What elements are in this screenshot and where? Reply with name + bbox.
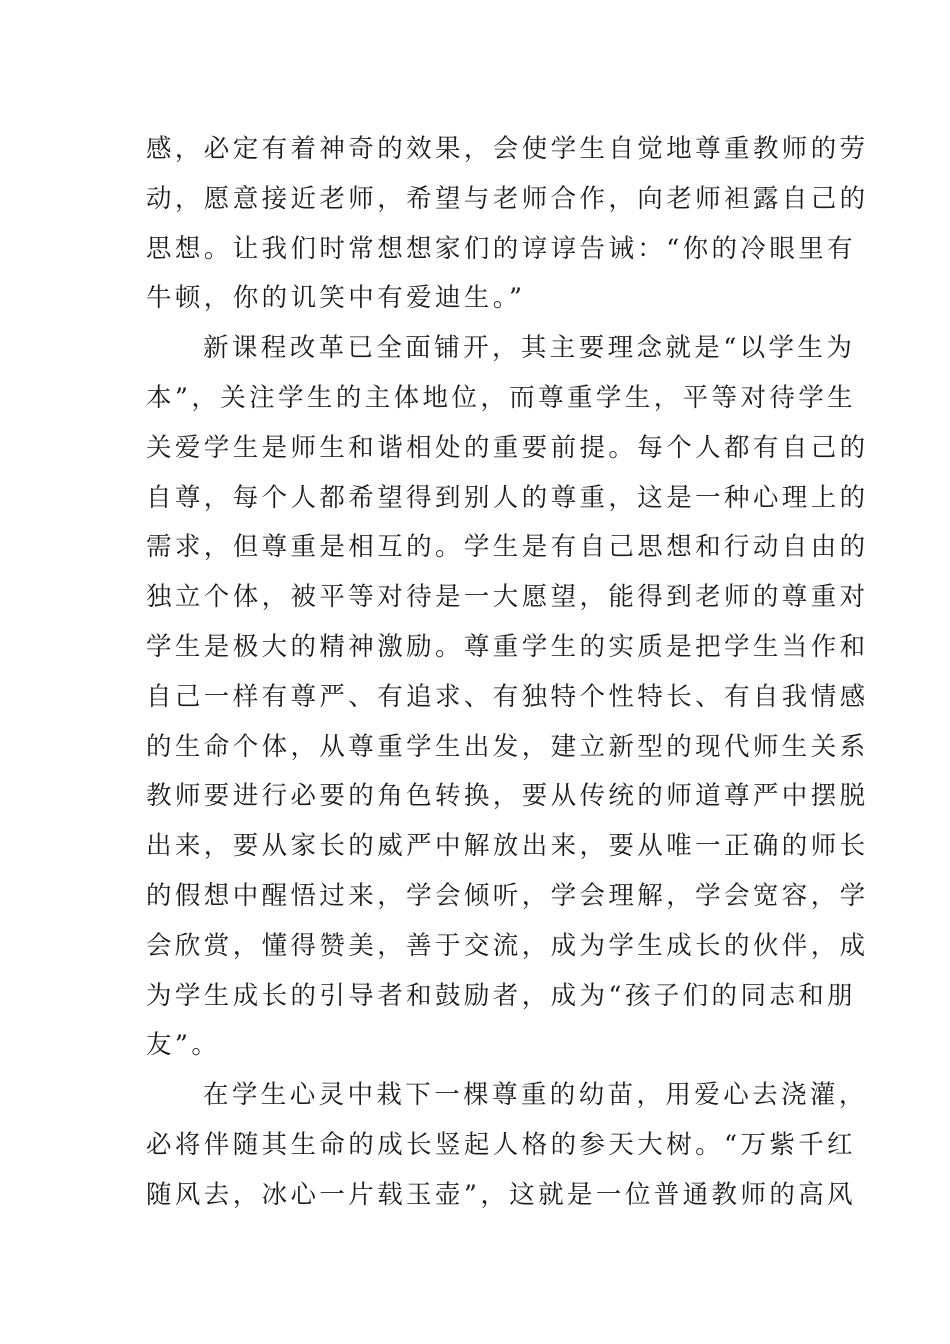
text-line: 随风去，冰心一片载玉壶”，这就是一位普通教师的高风	[146, 1179, 857, 1210]
text-line: 学生是极大的精神激励。尊重学生的实质是把学生当作和	[146, 631, 869, 662]
text-line: 牛顿，你的讥笑中有爱迪生。”	[146, 283, 526, 314]
text-line: 出来，要从家长的威严中解放出来，要从唯一正确的师长	[146, 831, 869, 862]
text-line: 需求，但尊重是相互的。学生是有自己思想和行动自由的	[146, 532, 869, 563]
text-line: 感，必定有着神奇的效果，会使学生自觉地尊重教师的劳	[146, 134, 869, 164]
text-line: 关爱学生是师生和谐相处的重要前提。每个人都有自己的	[146, 432, 869, 463]
text-line: 动，愿意接近老师，希望与老师合作，向老师袒露自己的	[146, 183, 869, 214]
paragraph-first-line: 新课程改革已全面铺开，其主要理念就是“以学生为	[203, 333, 856, 364]
text-line: 会欣赏，懂得赞美，善于交流，成为学生成长的伙伴，成	[146, 930, 869, 961]
text-line: 为学生成长的引导者和鼓励者，成为“孩子们的同志和朋	[146, 980, 857, 1011]
text-line: 思想。让我们时常想想家们的谆谆告诫：“你的冷眼里有	[146, 233, 857, 264]
text-line: 独立个体，被平等对待是一大愿望，能得到老师的尊重对	[146, 582, 869, 613]
text-line: 必将伴随其生命的成长竖起人格的参天大树。“万紫千红	[146, 1129, 857, 1160]
text-line: 自尊，每个人都希望得到别人的尊重，这是一种心理上的	[146, 482, 869, 513]
text-line: 的生命个体，从尊重学生出发，建立新型的现代师生关系	[146, 731, 869, 762]
text-line: 友”。	[146, 1030, 221, 1061]
text-line: 教师要进行必要的角色转换，要从传统的师道尊严中摆脱	[146, 781, 869, 812]
paragraph-first-line: 在学生心灵中栽下一棵尊重的幼苗，用爱心去浇灌，	[203, 1080, 868, 1111]
document-body	[146, 125, 869, 1221]
text-line: 的假想中醒悟过来，学会倾听，学会理解，学会宽容，学	[146, 880, 869, 911]
text-line: 本”，关注学生的主体地位，而尊重学生，平等对待学生	[146, 382, 857, 413]
text-line: 自己一样有尊严、有追求、有独特个性特长、有自我情感	[146, 681, 869, 712]
